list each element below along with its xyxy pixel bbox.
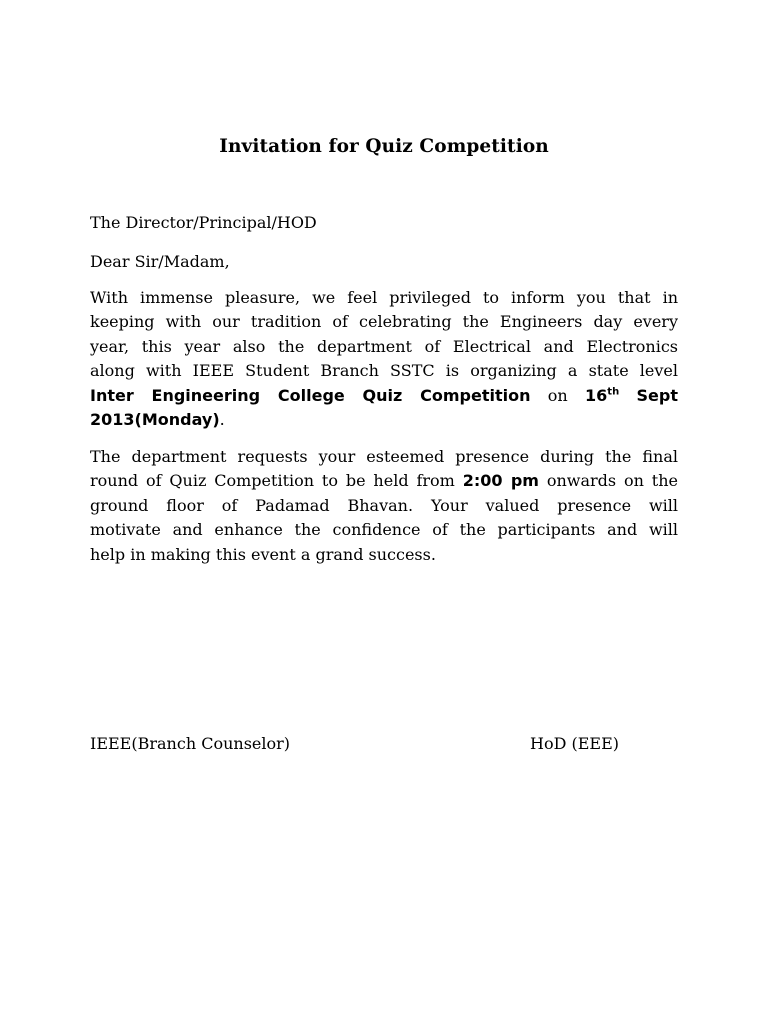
period: . bbox=[219, 410, 225, 430]
event-name: Inter Engineering College Quiz Competition bbox=[90, 385, 531, 405]
letter-title: Invitation for Quiz Competition bbox=[219, 136, 549, 157]
paragraph-request bbox=[90, 445, 678, 567]
text-before-time: round of Quiz Competition to be held from bbox=[90, 471, 463, 491]
on-word: on bbox=[547, 385, 568, 405]
addressee: The Director/Principal/HOD bbox=[90, 213, 317, 232]
signature-hod: HoD (EEE) bbox=[530, 734, 620, 753]
event-date-day bbox=[585, 386, 619, 405]
paragraph-line: The department requests your esteemed presence during the final bbox=[90, 447, 678, 466]
paragraph-invitation bbox=[90, 286, 678, 432]
paragraph-line: keeping with our tradition of celebrating the Engineers day every bbox=[90, 312, 678, 332]
paragraph-line: year, this year also the department of Electrical and Electronics bbox=[90, 336, 678, 356]
paragraph-line-time bbox=[90, 469, 678, 493]
date-suffix: th bbox=[607, 386, 620, 398]
paragraph-line: With immense pleasure, we feel privileged to inform you that in bbox=[90, 288, 678, 307]
paragraph-line: motivate and enhance the confidence of the participants and will bbox=[90, 520, 678, 540]
date-day: 16 bbox=[585, 385, 608, 405]
event-date-year: 2013(Monday) bbox=[90, 410, 220, 430]
text-after-time: onwards on the bbox=[538, 471, 678, 491]
paragraph-line: ground floor of Padamad Bhavan. Your valued presence will bbox=[90, 495, 678, 515]
event-date-month: Sept bbox=[636, 385, 678, 405]
paragraph-line-date bbox=[90, 408, 678, 432]
paragraph-line-event bbox=[90, 384, 678, 408]
signature-branch-counselor: IEEE(Branch Counselor) bbox=[90, 734, 291, 753]
paragraph-line: along with IEEE Student Branch SSTC is organizing a state level bbox=[90, 361, 678, 381]
event-time: 2:00 pm bbox=[462, 471, 539, 491]
paragraph-line: help in making this event a grand success. bbox=[90, 544, 436, 564]
salutation: Dear Sir/Madam, bbox=[90, 252, 230, 271]
